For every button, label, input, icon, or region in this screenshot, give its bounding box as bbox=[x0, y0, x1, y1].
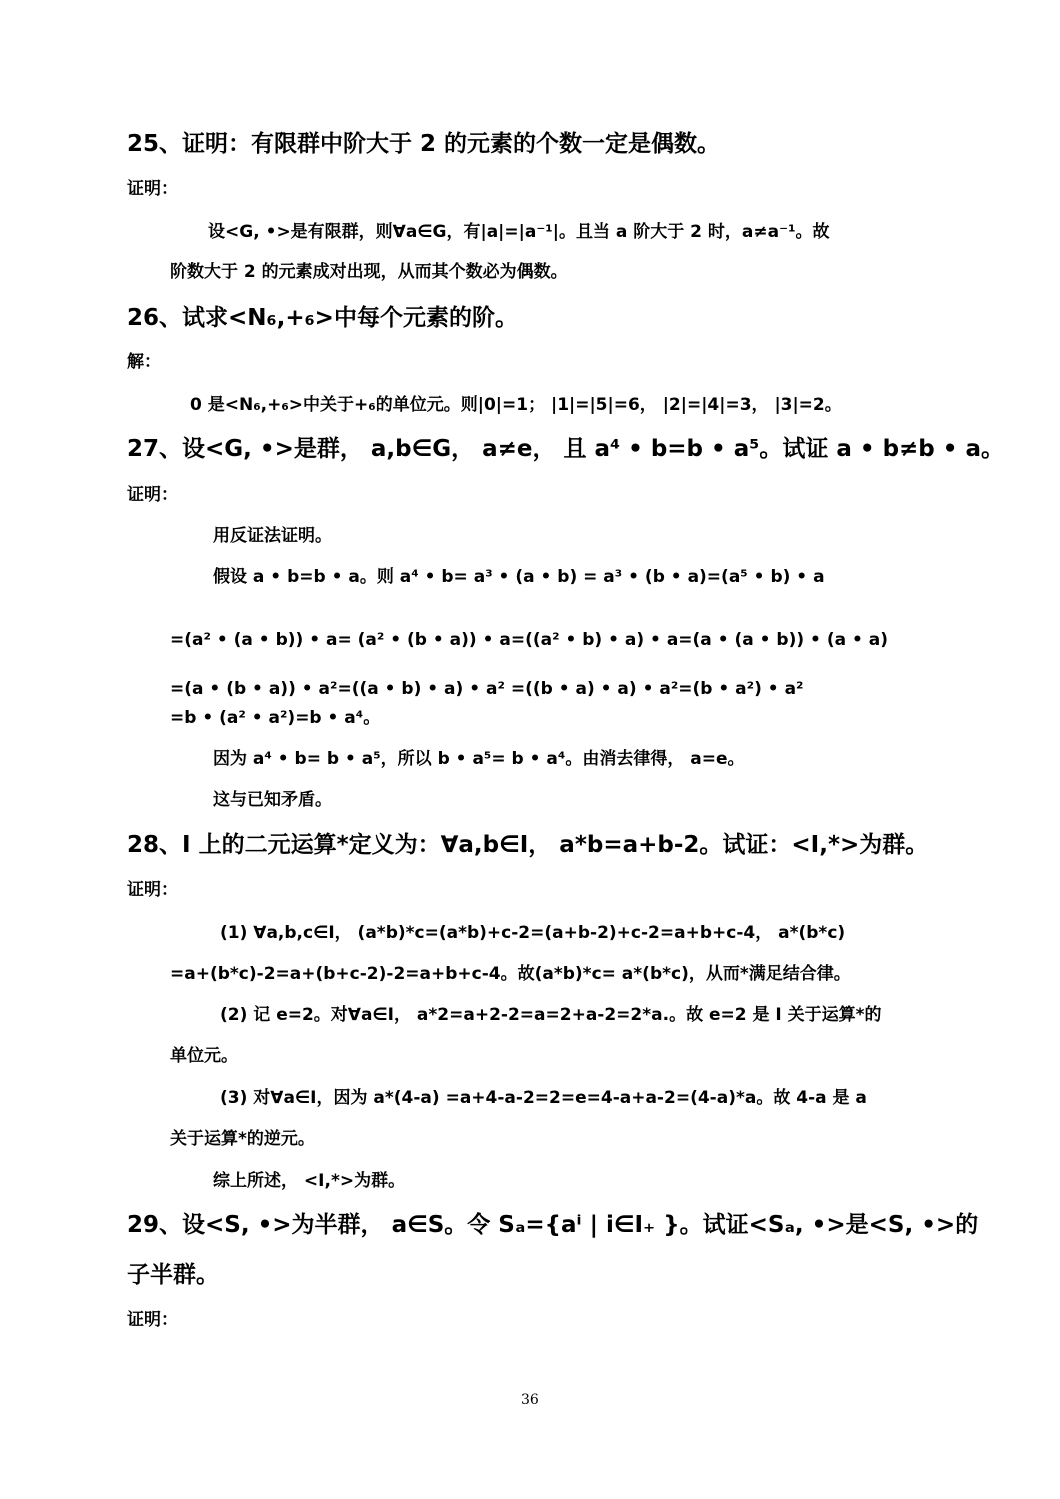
proof-line: =(a² • (a • b)) • a= (a² • (b • a)) • a=((a² • b) • a) • a=(a • (a • b)) • (a • a) bbox=[170, 630, 889, 650]
proof-label: 证明： bbox=[127, 1310, 178, 1330]
proof-label: 证明： bbox=[127, 880, 178, 900]
proof-line: 关于运算*的逆元。 bbox=[170, 1129, 315, 1149]
proof-line: =b • (a² • a²)=b • a⁴。 bbox=[170, 708, 381, 728]
proof-line: =(a • (b • a)) • a²=((a • b) • a) • a² =((b • a) • a) • a²=(b • a²) • a² bbox=[170, 679, 804, 699]
question-29-title-cont: 子半群。 bbox=[127, 1262, 219, 1288]
proof-line: 综上所述， <I,*>为群。 bbox=[213, 1171, 406, 1191]
solution-line: 0 是<N₆,+₆>中关于+₆的单位元。则|0|=1； |1|=|5|=6， |2|=|4|=3， |3|=2。 bbox=[190, 395, 842, 415]
question-28-title: 28、I 上的二元运算*定义为：∀a,b∈I， a*b=a+b-2。试证：<I,*>为群。 bbox=[127, 832, 929, 858]
question-25-title: 25、证明：有限群中阶大于 2 的元素的个数一定是偶数。 bbox=[127, 131, 721, 157]
question-26-title: 26、试求<N₆,+₆>中每个元素的阶。 bbox=[127, 305, 518, 331]
proof-line: 设<G, •>是有限群，则∀a∈G，有|a|=|a⁻¹|。且当 a 阶大于 2 时，a≠a⁻¹。故 bbox=[208, 222, 830, 242]
question-29-title: 29、设<S, •>为半群， a∈S。令 Sₐ={aⁱ | i∈I₊ }。试证<Sₐ, •>是<S, •>的 bbox=[127, 1212, 979, 1238]
proof-line: 阶数大于 2 的元素成对出现，从而其个数必为偶数。 bbox=[170, 262, 568, 282]
proof-line: (2) 记 e=2。对∀a∈I， a*2=a+2-2=a=2+a-2=2*a.。故 e=2 是 I 关于运算*的 bbox=[220, 1005, 882, 1025]
proof-line: 这与已知矛盾。 bbox=[213, 790, 332, 810]
proof-label: 证明： bbox=[127, 179, 178, 199]
proof-line: (1) ∀a,b,c∈I， (a*b)*c=(a*b)+c-2=(a+b-2)+c-2=a+b+c-4， a*(b*c) bbox=[220, 923, 846, 943]
proof-line: =a+(b*c)-2=a+(b+c-2)-2=a+b+c-4。故(a*b)*c= a*(b*c)，从而*满足结合律。 bbox=[170, 964, 851, 984]
page-number: 36 bbox=[521, 1392, 539, 1408]
proof-line: (3) 对∀a∈I，因为 a*(4-a) =a+4-a-2=2=e=4-a+a-2=(4-a)*a。故 4-a 是 a bbox=[220, 1088, 867, 1108]
proof-line: 假设 a • b=b • a。则 a⁴ • b= a³ • (a • b) = a³ • (b • a)=(a⁵ • b) • a bbox=[213, 567, 825, 587]
question-27-title: 27、设<G, •>是群， a,b∈G， a≠e， 且 a⁴ • b=b • a⁵。试证 a • b≠b • a。 bbox=[127, 436, 1005, 462]
proof-label: 证明： bbox=[127, 485, 178, 505]
solution-label: 解： bbox=[127, 352, 161, 372]
proof-line: 因为 a⁴ • b= b • a⁵，所以 b • a⁵= b • a⁴。由消去律得， a=e。 bbox=[213, 749, 745, 769]
proof-line: 单位元。 bbox=[170, 1046, 238, 1066]
proof-line: 用反证法证明。 bbox=[213, 526, 332, 546]
